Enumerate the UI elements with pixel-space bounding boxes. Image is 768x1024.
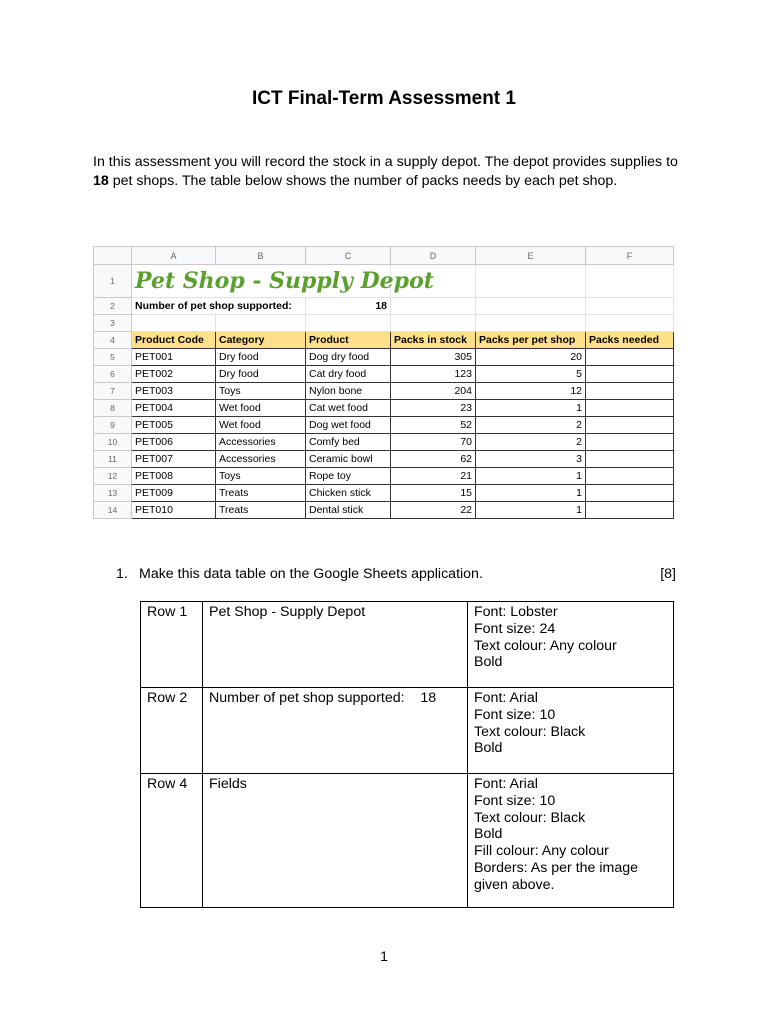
page-title: ICT Final-Term Assessment 1	[252, 88, 516, 109]
category-cell: Dry food	[216, 366, 306, 383]
category-cell: Accessories	[216, 434, 306, 451]
cell	[391, 315, 476, 332]
packs-in-stock-cell: 62	[391, 451, 476, 468]
intro-bold-count: 18	[93, 172, 109, 189]
packs-in-stock-cell: 52	[391, 417, 476, 434]
requirement-content: Fields	[203, 774, 468, 908]
category-cell: Toys	[216, 468, 306, 485]
header-cell: Packs needed	[586, 332, 674, 349]
packs-per-shop-cell: 1	[476, 400, 586, 417]
requirement-format	[468, 602, 674, 688]
requirement-row-label: Row 4	[141, 774, 203, 908]
product-cell: Rope toy	[306, 468, 391, 485]
row-number: 1	[94, 265, 132, 298]
question-text: Make this data table on the Google Sheets application.	[139, 566, 483, 582]
product-code-cell: PET006	[132, 434, 216, 451]
sheet-row-2	[94, 298, 674, 315]
header-cell: Packs per pet shop	[476, 332, 586, 349]
product-cell: Dog dry food	[306, 349, 391, 366]
requirement-row	[141, 602, 674, 688]
packs-needed-cell	[586, 451, 674, 468]
sheet-data-row	[94, 400, 674, 417]
cell	[476, 265, 586, 298]
row-number: 6	[94, 366, 132, 383]
intro-text-2: pet shops. The table below shows the number of packs needs by each pet shop.	[108, 172, 618, 189]
product-cell: Cat dry food	[306, 366, 391, 383]
cell	[132, 315, 216, 332]
requirement-format	[468, 688, 674, 774]
header-cell: Product	[306, 332, 391, 349]
format-line: Font: Arial	[474, 776, 538, 792]
row-number: 10	[94, 434, 132, 451]
category-cell: Toys	[216, 383, 306, 400]
product-code-cell: PET010	[132, 502, 216, 519]
packs-in-stock-cell: 21	[391, 468, 476, 485]
product-code-cell: PET002	[132, 366, 216, 383]
row-number: 12	[94, 468, 132, 485]
product-cell: Comfy bed	[306, 434, 391, 451]
packs-needed-cell	[586, 502, 674, 519]
packs-needed-cell	[586, 417, 674, 434]
packs-per-shop-cell: 1	[476, 502, 586, 519]
product-code-cell: PET005	[132, 417, 216, 434]
sheet-row-1	[94, 265, 674, 298]
spreadsheet-image	[93, 246, 673, 524]
row-number: 2	[94, 298, 132, 315]
product-cell: Dog wet food	[306, 417, 391, 434]
format-line: Font: Lobster	[474, 604, 558, 620]
product-cell: Cat wet food	[306, 400, 391, 417]
row-number: 14	[94, 502, 132, 519]
requirement-format	[468, 774, 674, 908]
requirement-content: Number of pet shop supported: 18	[203, 688, 468, 774]
row-number: 7	[94, 383, 132, 400]
packs-per-shop-cell: 1	[476, 468, 586, 485]
row-number: 4	[94, 332, 132, 349]
requirement-row	[141, 774, 674, 908]
header-cell: Packs in stock	[391, 332, 476, 349]
column-header-row	[94, 247, 674, 265]
column-letter: D	[391, 247, 476, 265]
format-line: Text colour: Black	[474, 723, 586, 740]
format-line: Font: Arial	[474, 690, 538, 706]
category-cell: Wet food	[216, 400, 306, 417]
format-line: Borders: As per the image given above.	[474, 859, 639, 893]
requirement-row	[141, 688, 674, 774]
sheet-data-row	[94, 434, 674, 451]
row-number: 13	[94, 485, 132, 502]
requirements-table	[140, 601, 674, 908]
column-letter: F	[586, 247, 674, 265]
row-number: 11	[94, 451, 132, 468]
category-cell: Treats	[216, 502, 306, 519]
sheet-data-row	[94, 451, 674, 468]
cell	[216, 315, 306, 332]
product-cell: Dental stick	[306, 502, 391, 519]
packs-per-shop-cell: 1	[476, 485, 586, 502]
product-code-cell: PET003	[132, 383, 216, 400]
sheet-data-row	[94, 502, 674, 519]
format-line: Font size: 10	[474, 706, 556, 723]
cell	[391, 298, 476, 315]
question-number: 1.	[116, 566, 128, 582]
product-cell: Chicken stick	[306, 485, 391, 502]
category-cell: Accessories	[216, 451, 306, 468]
cell	[476, 298, 586, 315]
corner-cell	[94, 247, 132, 265]
sheet-data-row	[94, 417, 674, 434]
intro-paragraph	[93, 153, 683, 190]
cell	[586, 298, 674, 315]
column-letter: E	[476, 247, 586, 265]
packs-in-stock-cell: 22	[391, 502, 476, 519]
cell	[476, 315, 586, 332]
requirement-content: Pet Shop - Supply Depot	[203, 602, 468, 688]
column-letter: A	[132, 247, 216, 265]
format-line: Text colour: Black	[474, 809, 586, 826]
cell	[586, 315, 674, 332]
format-line: Bold	[474, 654, 503, 671]
packs-needed-cell	[586, 434, 674, 451]
packs-in-stock-cell: 204	[391, 383, 476, 400]
format-line: Font size: 24	[474, 620, 556, 637]
product-code-cell: PET001	[132, 349, 216, 366]
category-cell: Treats	[216, 485, 306, 502]
product-code-cell: PET009	[132, 485, 216, 502]
category-cell: Dry food	[216, 349, 306, 366]
requirement-row-label: Row 1	[141, 602, 203, 688]
question-marks: [8]	[660, 566, 676, 582]
intro-text-1: In this assessment you will record the stock in a supply depot. The depot provides supplies to	[93, 154, 678, 170]
supported-label: Number of pet shop supported:	[132, 298, 306, 315]
packs-per-shop-cell: 2	[476, 434, 586, 451]
packs-per-shop-cell: 3	[476, 451, 586, 468]
sheet-data-row	[94, 485, 674, 502]
sheet-header-row	[94, 332, 674, 349]
packs-needed-cell	[586, 400, 674, 417]
packs-needed-cell	[586, 468, 674, 485]
product-cell: Nylon bone	[306, 383, 391, 400]
column-letter: B	[216, 247, 306, 265]
format-line: Bold	[474, 740, 503, 757]
sheet-data-row	[94, 349, 674, 366]
cell	[306, 315, 391, 332]
packs-needed-cell	[586, 349, 674, 366]
supported-value: 18	[306, 298, 391, 315]
packs-per-shop-cell: 5	[476, 366, 586, 383]
product-code-cell: PET007	[132, 451, 216, 468]
row-number: 9	[94, 417, 132, 434]
packs-in-stock-cell: 15	[391, 485, 476, 502]
column-letter: C	[306, 247, 391, 265]
product-cell: Ceramic bowl	[306, 451, 391, 468]
packs-in-stock-cell: 70	[391, 434, 476, 451]
category-cell: Wet food	[216, 417, 306, 434]
row-number: 3	[94, 315, 132, 332]
packs-per-shop-cell: 20	[476, 349, 586, 366]
packs-needed-cell	[586, 366, 674, 383]
packs-needed-cell	[586, 383, 674, 400]
requirement-row-label: Row 2	[141, 688, 203, 774]
packs-in-stock-cell: 305	[391, 349, 476, 366]
header-cell: Category	[216, 332, 306, 349]
sheet-data-row	[94, 468, 674, 485]
sheet-title: Pet Shop - Supply Depot	[132, 265, 391, 298]
product-code-cell: PET008	[132, 468, 216, 485]
sheet-data-row	[94, 383, 674, 400]
format-line: Fill colour: Any colour	[474, 843, 609, 860]
format-line: Text colour: Any colour	[474, 637, 617, 654]
sheet-data-row	[94, 366, 674, 383]
product-code-cell: PET004	[132, 400, 216, 417]
packs-needed-cell	[586, 485, 674, 502]
header-cell: Product Code	[132, 332, 216, 349]
format-line: Bold	[474, 826, 503, 843]
packs-per-shop-cell: 12	[476, 383, 586, 400]
page-number: 1	[380, 948, 388, 964]
row-number: 8	[94, 400, 132, 417]
sheet-row-3	[94, 315, 674, 332]
cell	[586, 265, 674, 298]
packs-per-shop-cell: 2	[476, 417, 586, 434]
row-number: 5	[94, 349, 132, 366]
packs-in-stock-cell: 123	[391, 366, 476, 383]
packs-in-stock-cell: 23	[391, 400, 476, 417]
format-line: Font size: 10	[474, 792, 556, 809]
